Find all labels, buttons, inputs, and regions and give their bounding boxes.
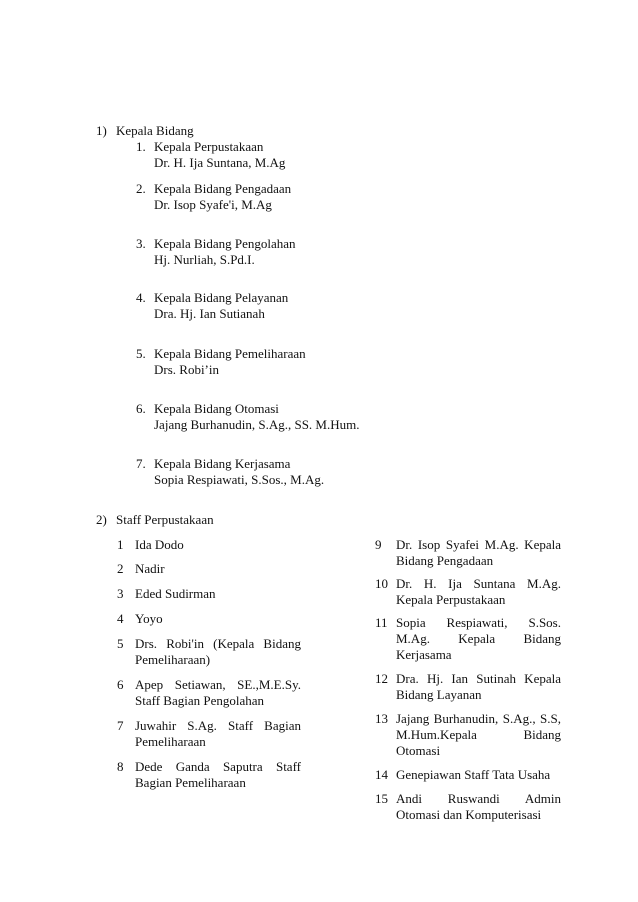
staff-item-number: 3 [117, 586, 124, 601]
kb-item-6-number: 6. [136, 401, 146, 416]
staff-item-number: 10 [375, 576, 388, 591]
section2-number: 2) [96, 512, 107, 527]
staff-item-text: Dede Ganda Saputra Staff Bagian Pemeliharaan [135, 759, 301, 790]
kb-item-4-name: Dra. Hj. Ian Sutianah [154, 306, 265, 321]
kb-item-1-number: 1. [136, 139, 146, 154]
staff-item-text: Juwahir S.Ag. Staff Bagian Pemeliharaan [135, 718, 301, 749]
kb-item-7-number: 7. [136, 456, 146, 471]
kb-item-3-name: Hj. Nurliah, S.Pd.I. [154, 252, 255, 267]
staff-item-text: Nadir [135, 561, 165, 576]
kb-item-5-number: 5. [136, 346, 146, 361]
staff-item-11 [375, 615, 561, 663]
staff-item-4 [117, 611, 301, 627]
staff-item-9 [375, 537, 561, 569]
section2-title: Staff Perpustakaan [116, 512, 214, 527]
staff-item-13 [375, 711, 561, 759]
staff-item-text: Ida Dodo [135, 537, 184, 552]
staff-list-right [375, 537, 561, 823]
staff-item-text: Jajang Burhanudin, S.Ag., S.S, M.Hum.Kepala Bidang Otomasi [396, 711, 561, 758]
staff-item-number: 14 [375, 767, 388, 782]
staff-item-14 [375, 767, 561, 783]
kb-item-4-title: Kepala Bidang Pelayanan [154, 290, 289, 305]
kb-item-3-number: 3. [136, 236, 146, 251]
staff-list-left [117, 537, 301, 791]
staff-item-number: 13 [375, 711, 388, 726]
staff-item-6 [117, 677, 301, 709]
staff-item-text: Dr. H. Ija Suntana M.Ag. Kepala Perpustakaan [396, 576, 561, 607]
kb-item-6-name: Jajang Burhanudin, S.Ag., SS. M.Hum. [154, 417, 360, 432]
staff-item-15 [375, 791, 561, 823]
staff-item-5 [117, 636, 301, 668]
kb-item-2-name: Dr. Isop Syafe'i, M.Ag [154, 197, 272, 212]
staff-item-number: 4 [117, 611, 124, 626]
kb-item-5-title: Kepala Bidang Pemeliharaan [154, 346, 306, 361]
staff-item-10 [375, 576, 561, 608]
staff-item-number: 11 [375, 615, 388, 630]
kb-item-3-title: Kepala Bidang Pengolahan [154, 236, 296, 251]
staff-item-text: Yoyo [135, 611, 163, 626]
staff-item-text: Genepiawan Staff Tata Usaha [396, 767, 551, 782]
section1-title: Kepala Bidang [116, 123, 194, 138]
staff-item-text: Eded Sudirman [135, 586, 216, 601]
staff-item-text: Sopia Respiawati, S.Sos. M.Ag. Kepala Bidang Kerjasama [396, 615, 561, 662]
staff-item-text: Dr. Isop Syafei M.Ag. Kepala Bidang Pengadaan [396, 537, 561, 568]
kb-item-1-title: Kepala Perpustakaan [154, 139, 264, 154]
staff-item-2 [117, 561, 301, 577]
staff-item-number: 6 [117, 677, 124, 692]
staff-item-number: 8 [117, 759, 124, 774]
kb-item-7-name: Sopia Respiawati, S.Sos., M.Ag. [154, 472, 325, 487]
staff-item-12 [375, 671, 561, 703]
kb-item-2-title: Kepala Bidang Pengadaan [154, 181, 292, 196]
staff-item-3 [117, 586, 301, 602]
kb-item-4-number: 4. [136, 290, 146, 305]
kb-item-1-name: Dr. H. Ija Suntana, M.Ag [154, 155, 286, 170]
staff-item-7 [117, 718, 301, 750]
staff-item-number: 5 [117, 636, 124, 651]
staff-item-text: Apep Setiawan, SE.,M.E.Sy. Staff Bagian Pengolahan [135, 677, 301, 708]
kb-item-6-title: Kepala Bidang Otomasi [154, 401, 279, 416]
staff-item-number: 1 [117, 537, 124, 552]
staff-item-text: Drs. Robi'in (Kepala Bidang Pemeliharaan) [135, 636, 301, 667]
section1-number: 1) [96, 123, 107, 138]
staff-item-1 [117, 537, 301, 553]
kb-item-7-title: Kepala Bidang Kerjasama [154, 456, 291, 471]
staff-item-text: Andi Ruswandi Admin Otomasi dan Komputerisasi [396, 791, 561, 822]
staff-item-number: 7 [117, 718, 124, 733]
staff-item-number: 15 [375, 791, 388, 806]
staff-item-number: 2 [117, 561, 124, 576]
kb-item-2-number: 2. [136, 181, 146, 196]
kb-item-5-name: Drs. Robi’in [154, 362, 219, 377]
staff-item-number: 9 [375, 537, 382, 552]
staff-item-text: Dra. Hj. Ian Sutinah Kepala Bidang Layanan [396, 671, 561, 702]
staff-item-number: 12 [375, 671, 388, 686]
staff-item-8 [117, 759, 301, 791]
